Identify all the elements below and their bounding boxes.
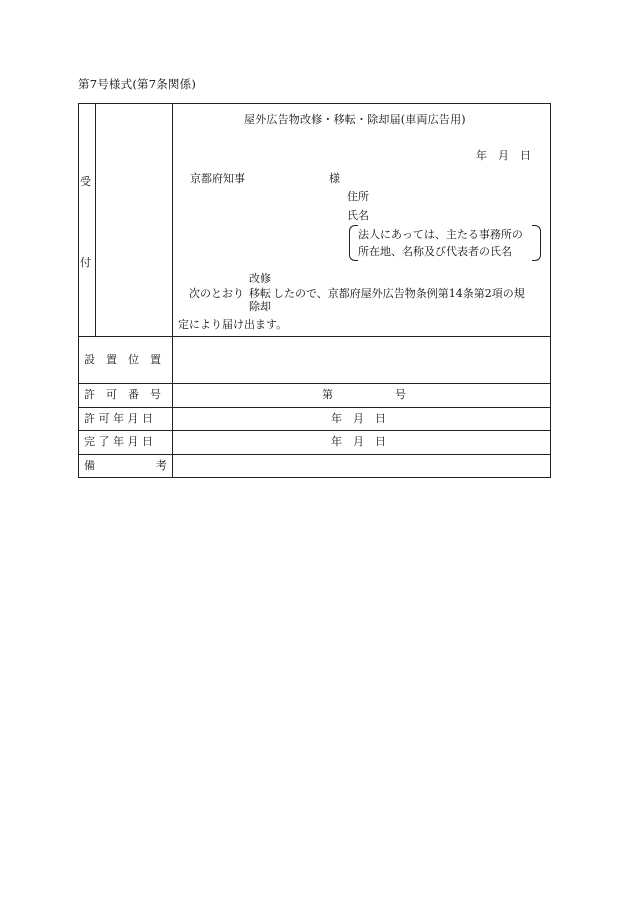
corp-note-line2: 所在地、名称及び代表者の氏名 xyxy=(358,245,512,258)
remarks-label-left: 備 xyxy=(84,459,95,472)
action-option-remove: 除却 xyxy=(249,300,271,313)
form-title: 屋外広告物改修・移転・除却届(車両広告用) xyxy=(244,113,466,126)
permit-number-label: 許 可 番 号 xyxy=(84,388,161,401)
permit-number-prefix: 第 xyxy=(322,388,333,401)
corp-note-line1: 法人にあっては、主たる事務所の xyxy=(358,228,523,241)
completion-date-value: 年 月 日 xyxy=(331,435,386,448)
addressee: 京都府知事 xyxy=(190,172,245,185)
action-option-relocate: 移転 xyxy=(249,287,271,300)
date-line: 年 月 日 xyxy=(476,149,531,162)
permit-number-suffix: 号 xyxy=(395,388,406,401)
name-label: 氏名 xyxy=(347,209,369,222)
body-line2: 定により届け出ます。 xyxy=(178,318,288,331)
location-label: 設 置 位 置 xyxy=(84,353,161,366)
permit-date-value: 年 月 日 xyxy=(331,412,386,425)
form-number: 第7号様式(第7条関係) xyxy=(78,77,197,91)
permit-date-label: 許 可 年 月 日 xyxy=(84,412,153,425)
honorific: 様 xyxy=(329,172,340,185)
action-option-repair: 改修 xyxy=(249,272,271,285)
completion-date-label: 完 了 年 月 日 xyxy=(84,435,153,448)
receipt-label-top: 受 xyxy=(80,175,91,188)
body-suffix: したので、京都府屋外広告物条例第14条第2項の規 xyxy=(273,287,525,300)
remarks-label-right: 考 xyxy=(156,459,167,472)
body-prefix: 次のとおり xyxy=(189,287,244,300)
receipt-label-bottom: 付 xyxy=(80,256,91,269)
address-label: 住所 xyxy=(347,190,369,203)
